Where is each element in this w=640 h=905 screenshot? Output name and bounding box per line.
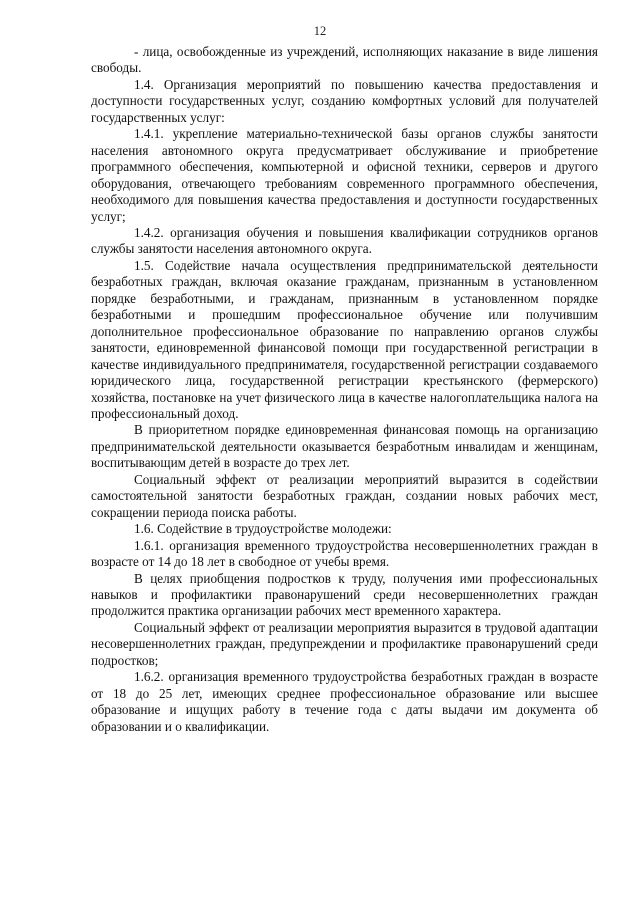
paragraph: В приоритетном порядке единовременная финансовая помощь на организацию предпринимательской деятельности оказывается безработным инвалидам и женщинам, воспитывающим детей в возрасте до трех лет. xyxy=(91,422,598,471)
paragraph: 1.6.1. организация временного трудоустройства несовершеннолетних граждан в возрасте от 14 до 18 лет в свободное от учебы время. xyxy=(91,537,598,570)
page-number: 12 xyxy=(313,24,327,38)
paragraph: Социальный эффект от реализации мероприятий выразится в содействии самостоятельной занятости безработных граждан, создании новых рабочих мест, сокращении периода поиска работы. xyxy=(91,471,598,520)
paragraph: В целях приобщения подростков к труду, получения ими профессиональных навыков и профилактики правонарушений среди несовершеннолетних граждан продолжится практика организации рабочих мест временного характера. xyxy=(91,570,598,619)
paragraph: Социальный эффект от реализации мероприятия выразится в трудовой адаптации несовершеннолетних граждан, предупреждении и профилактике правонарушений среди подростков; xyxy=(91,619,598,668)
paragraph: 1.5. Содействие начала осуществления предпринимательской деятельности безработных граждан, включая оказание гражданам, признанным в установленном порядке безработными, и гражданам, признанным в установленном порядке безработными и прошедшим профессиональное обучение или получившим дополнительное профессиональное образование по направлению органов службы занятости, единовременной финансовой помощи при государственной регистрации в качестве индивидуального предпринимателя, государственной регистрации создаваемого юридического лица, государственной регистрации крестьянского (фермерского) хозяйства, постановке на учет физического лица в качестве налогоплательщика налога на профессиональный доход. xyxy=(91,257,598,421)
paragraph: 1.4.2. организация обучения и повышения квалификации сотрудников органов службы занятости населения автономного округа. xyxy=(91,224,598,257)
paragraph: 1.4. Организация мероприятий по повышению качества предоставления и доступности государственных услуг, созданию комфортных условий для получателей государственных услуг: xyxy=(91,76,598,125)
document-body xyxy=(91,44,598,735)
paragraph: 1.4.1. укрепление материально-технической базы органов службы занятости населения автономного округа предусматривает обслуживание и приобретение программного обеспечения, компьютерной и офисной техники, серверов и другого оборудования, отвечающего требованиям современного программного обеспечения, необходимого для повышения качества предоставления и доступности государственных услуг; xyxy=(91,126,598,224)
paragraph: 1.6. Содействие в трудоустройстве молодежи: xyxy=(134,521,392,537)
paragraph: 1.6.2. организация временного трудоустройства безработных граждан в возрасте от 18 до 25 лет, имеющих среднее профессиональное образование или высшее образование и ищущих работу в течение года с даты выдачи им документа об образовании и о квалификации. xyxy=(91,669,598,734)
paragraph: - лица, освобожденные из учреждений, исполняющих наказание в виде лишения свободы. xyxy=(91,44,598,76)
blank-area xyxy=(0,772,640,905)
